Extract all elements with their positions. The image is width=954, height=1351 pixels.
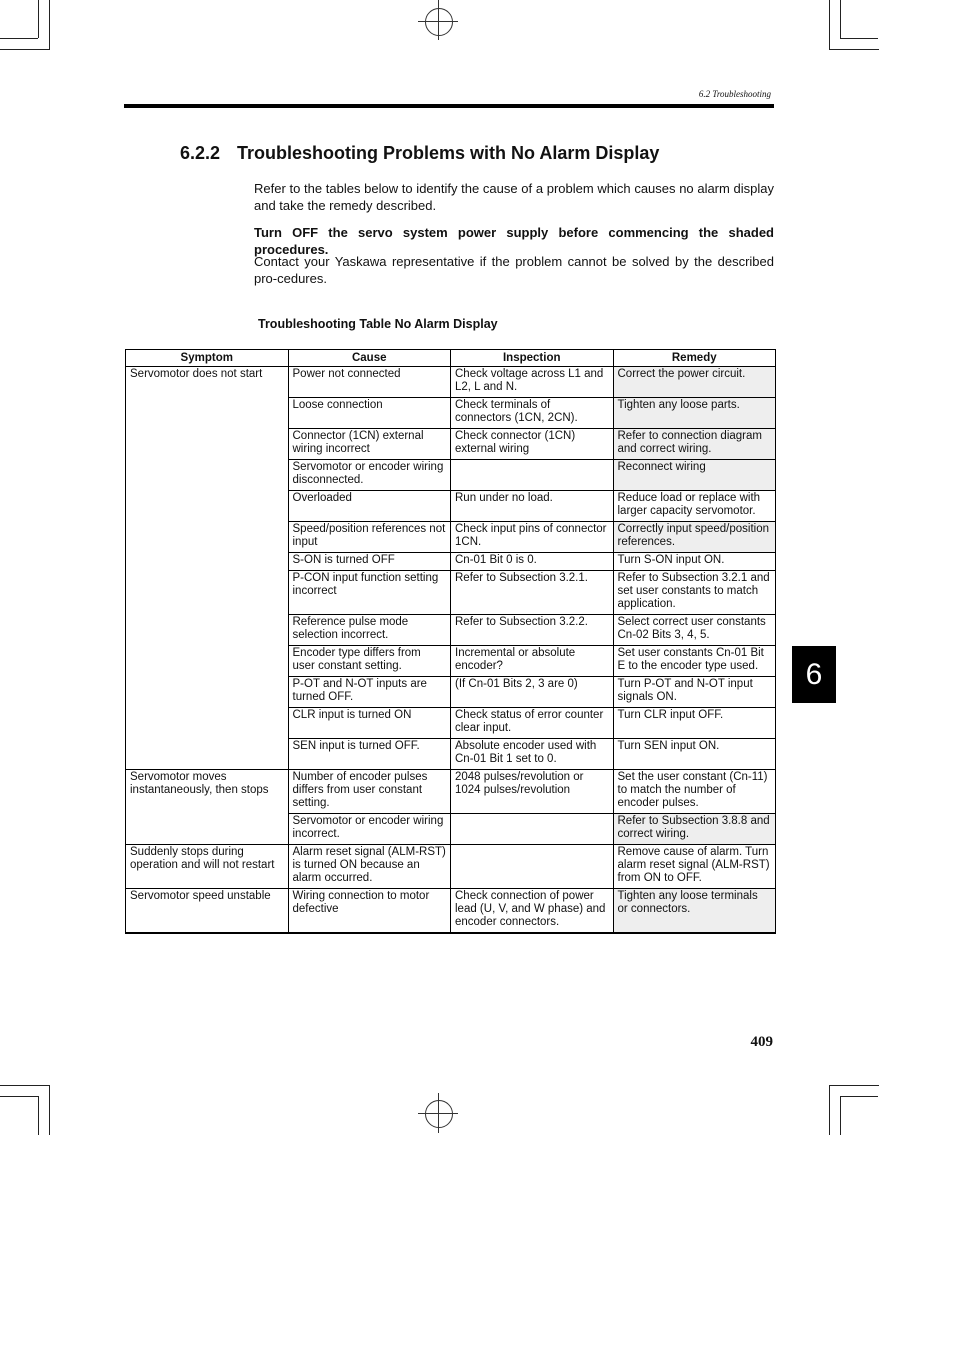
remedy-cell: Turn S-ON input ON.	[613, 553, 776, 571]
inspection-cell	[451, 460, 614, 491]
warning-paragraph: Turn OFF the servo system power supply before commencing the shaded procedures.	[254, 225, 774, 257]
inspection-cell	[451, 845, 614, 889]
remedy-cell: Tighten any loose parts.	[613, 398, 776, 429]
remedy-cell: Correct the power circuit.	[613, 367, 776, 398]
remedy-cell: Set the user constant (Cn-11) to match the number of encoder pulses.	[613, 770, 776, 814]
inspection-cell: Check voltage across L1 and L2, L and N.	[451, 367, 614, 398]
cause-cell: Servomotor or encoder wiring incorrect.	[288, 814, 451, 845]
cause-cell: Number of encoder pulses differs from user constant setting.	[288, 770, 451, 814]
remedy-cell: Remove cause of alarm. Turn alarm reset signal (ALM-RST) from ON to OFF.	[613, 845, 776, 889]
inspection-cell: Check connector (1CN) external wiring	[451, 429, 614, 460]
table-row	[126, 889, 776, 934]
remedy-cell: Refer to Subsection 3.2.1 and set user constants to match application.	[613, 571, 776, 615]
intro-paragraph: Refer to the tables below to identify the cause of a problem which causes no alarm display and take the remedy described.	[254, 181, 774, 213]
cause-cell: Wiring connection to motor defective	[288, 889, 451, 934]
inspection-cell: Absolute encoder used with Cn-01 Bit 1 set to 0.	[451, 739, 614, 770]
remedy-cell: Reduce load or replace with larger capacity servomotor.	[613, 491, 776, 522]
header-inspection: Inspection	[451, 350, 614, 367]
inspection-cell: Cn-01 Bit 0 is 0.	[451, 553, 614, 571]
section-title	[180, 143, 659, 164]
remedy-cell: Turn P-OT and N-OT input signals ON.	[613, 677, 776, 708]
header-cause: Cause	[288, 350, 451, 367]
remedy-cell: Correctly input speed/position references.	[613, 522, 776, 553]
section-number: 6.2.2	[180, 143, 221, 163]
header-symptom: Symptom	[126, 350, 289, 367]
cause-cell: SEN input is turned OFF.	[288, 739, 451, 770]
remedy-cell: Tighten any loose terminals or connectors.	[613, 889, 776, 934]
header-remedy: Remedy	[613, 350, 776, 367]
inspection-cell: Refer to Subsection 3.2.2.	[451, 615, 614, 646]
cause-cell: CLR input is turned ON	[288, 708, 451, 739]
inspection-cell: Run under no load.	[451, 491, 614, 522]
symptom-cell: Servomotor moves instantaneously, then stops	[126, 770, 289, 845]
section-title-text: Troubleshooting Problems with No Alarm Display	[237, 143, 660, 163]
chapter-tab: 6	[792, 646, 836, 703]
inspection-cell: Check status of error counter clear input.	[451, 708, 614, 739]
contact-paragraph: Contact your Yaskawa representative if the problem cannot be solved by the described pro-cedures.	[254, 254, 774, 286]
cause-cell: Power not connected	[288, 367, 451, 398]
table-row	[126, 367, 776, 398]
cause-cell: Connector (1CN) external wiring incorrect	[288, 429, 451, 460]
inspection-cell: Check connection of power lead (U, V, and W phase) and encoder connectors.	[451, 889, 614, 934]
header-rule	[124, 104, 774, 108]
remedy-cell: Refer to connection diagram and correct wiring.	[613, 429, 776, 460]
inspection-cell: (If Cn-01 Bits 2, 3 are 0)	[451, 677, 614, 708]
table-caption: Troubleshooting Table No Alarm Display	[258, 317, 498, 331]
cause-cell: P-OT and N-OT inputs are turned OFF.	[288, 677, 451, 708]
cause-cell: S-ON is turned OFF	[288, 553, 451, 571]
cause-cell: Overloaded	[288, 491, 451, 522]
page-number: 409	[750, 1034, 773, 1050]
inspection-cell: 2048 pulses/revolution or 1024 pulses/revolution	[451, 770, 614, 814]
remedy-cell: Set user constants Cn-01 Bit E to the encoder type used.	[613, 646, 776, 677]
cause-cell: Alarm reset signal (ALM-RST) is turned ON because an alarm occurred.	[288, 845, 451, 889]
symptom-cell: Servomotor speed unstable	[126, 889, 289, 934]
inspection-cell: Incremental or absolute encoder?	[451, 646, 614, 677]
cause-cell: Speed/position references not input	[288, 522, 451, 553]
remedy-cell: Refer to Subsection 3.8.8 and correct wiring.	[613, 814, 776, 845]
table-row	[126, 770, 776, 814]
symptom-cell: Suddenly stops during operation and will not restart	[126, 845, 289, 889]
inspection-cell	[451, 814, 614, 845]
remedy-cell: Reconnect wiring	[613, 460, 776, 491]
cause-cell: Encoder type differs from user constant setting.	[288, 646, 451, 677]
inspection-cell: Check input pins of connector 1CN.	[451, 522, 614, 553]
symptom-cell: Servomotor does not start	[126, 367, 289, 770]
inspection-cell: Refer to Subsection 3.2.1.	[451, 571, 614, 615]
table-header-row	[126, 350, 776, 367]
remedy-cell: Select correct user constants Cn-02 Bits 3, 4, 5.	[613, 615, 776, 646]
running-header: 6.2 Troubleshooting	[698, 89, 771, 99]
troubleshooting-table	[125, 349, 776, 934]
cause-cell: Loose connection	[288, 398, 451, 429]
inspection-cell: Check terminals of connectors (1CN, 2CN).	[451, 398, 614, 429]
remedy-cell: Turn CLR input OFF.	[613, 708, 776, 739]
cause-cell: P-CON input function setting incorrect	[288, 571, 451, 615]
cause-cell: Servomotor or encoder wiring disconnected.	[288, 460, 451, 491]
remedy-cell: Turn SEN input ON.	[613, 739, 776, 770]
cause-cell: Reference pulse mode selection incorrect.	[288, 615, 451, 646]
table-row	[126, 845, 776, 889]
